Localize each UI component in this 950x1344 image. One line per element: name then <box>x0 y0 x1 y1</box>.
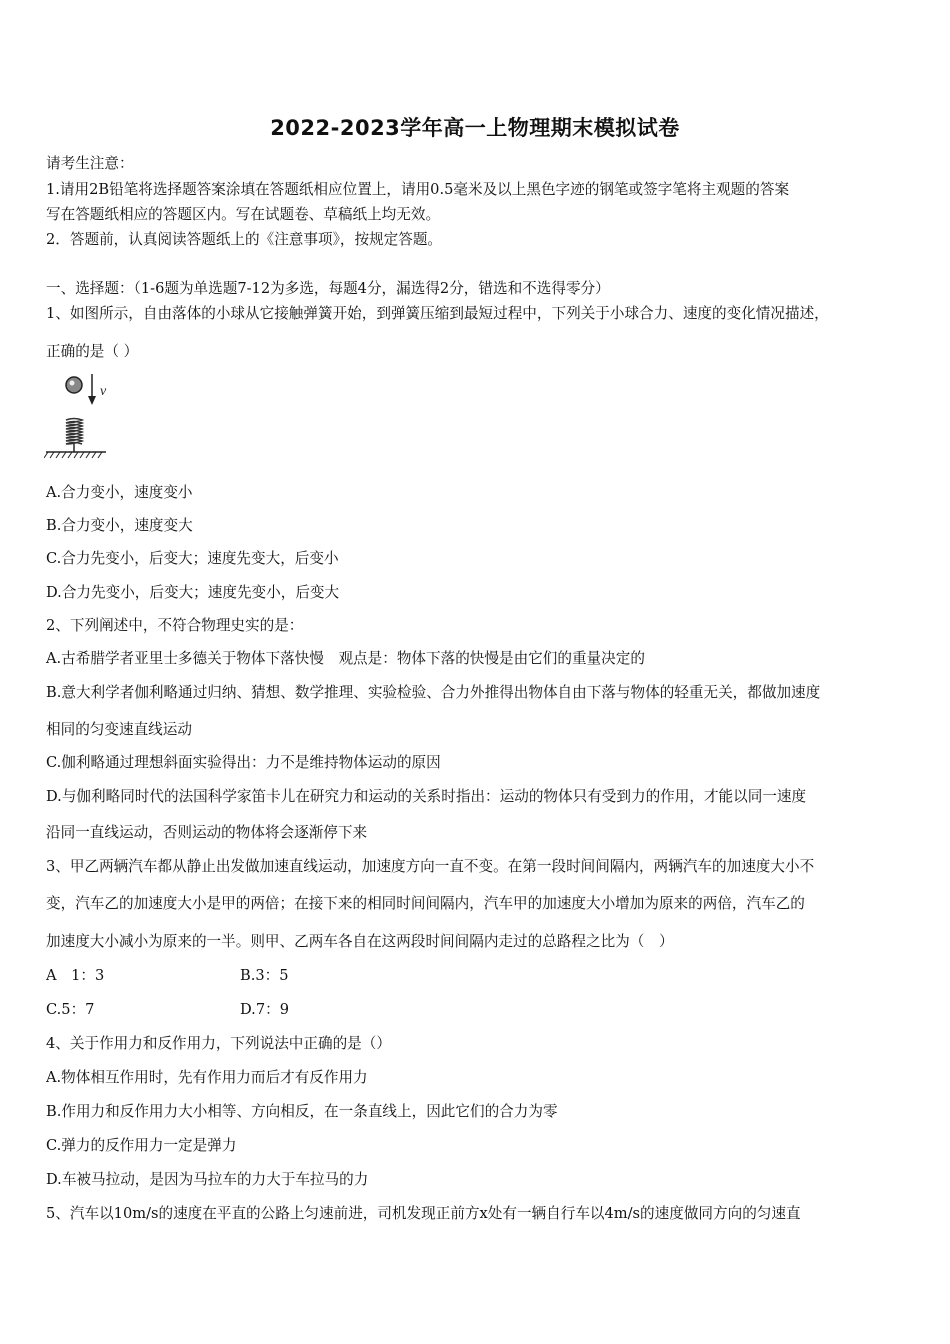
notice-line-2: 写在答题纸相应的答题区内。写在试题卷、草稿纸上均无效。 <box>46 206 441 223</box>
page-title: 2022-2023学年高一上物理期末模拟试卷 <box>270 116 680 140</box>
q1-option-b: B.合力变小，速度变大 <box>46 517 193 534</box>
q4-option-a: A.物体相互作用时，先有作用力而后才有反作用力 <box>46 1069 368 1086</box>
q2-stem: 2、下列阐述中，不符合物理史实的是： <box>46 617 304 634</box>
q4-option-c: C.弹力的反作用力一定是弹力 <box>46 1137 237 1154</box>
spring-icon <box>66 419 82 453</box>
q3-option-c: C.5：7 <box>46 1001 95 1018</box>
ball-icon <box>66 377 82 393</box>
q5-stem-line-1: 5、汽车以10m/s的速度在平直的公路上匀速前进，司机发现正前方x处有一辆自行车以4m/s的速度做同方向的匀速直 <box>46 1205 801 1222</box>
q4-stem: 4、关于作用力和反作用力，下列说法中正确的是（） <box>46 1035 391 1052</box>
notice-line-1: 1.请用2B铅笔将选择题答案涂填在答题纸相应位置上，请用0.5毫米及以上黑色字迹的钢笔或签字笔将主观题的答案 <box>46 181 790 198</box>
q3-option-a: A 1：3 <box>46 967 105 984</box>
q2-option-b-line-2: 相同的匀变速直线运动 <box>46 721 192 738</box>
q1-option-a: A.合力变小，速度变小 <box>46 484 193 501</box>
q1-option-c: C.合力先变小，后变大；速度先变大，后变小 <box>46 550 339 567</box>
q2-option-d-line-1: D.与伽利略同时代的法国科学家笛卡儿在研究力和运动的关系时指出：运动的物体只有受到力的作用，才能以同一速度 <box>46 788 807 805</box>
q2-option-a: A.古希腊学者亚里士多德关于物体下落快慢 观点是：物体下落的快慢是由它们的重量决定的 <box>46 650 645 667</box>
q3-stem-line-3: 加速度大小减小为原来的一半。则甲、乙两车各自在这两段时间间隔内走过的总路程之比为（ ） <box>46 933 674 950</box>
q1-stem-line-1: 1、如图所示，自由落体的小球从它接触弹簧开始，到弹簧压缩到最短过程中，下列关于小球合力、速度的变化情况描述， <box>46 305 829 322</box>
q2-option-b-line-1: B.意大利学者伽利略通过归纳、猜想、数学推理、实验检验、合力外推得出物体自由下落与物体的轻重无关，都做加速度 <box>46 684 821 701</box>
velocity-label: v <box>100 384 107 399</box>
notice-line-3: 2．答题前，认真阅读答题纸上的《注意事项》，按规定答题。 <box>46 231 443 248</box>
q1-stem-line-2: 正确的是（ ） <box>46 343 139 360</box>
q3-option-d: D.7：9 <box>240 1001 289 1018</box>
q3-stem-line-1: 3、甲乙两辆汽车都从静止出发做加速直线运动，加速度方向一直不变。在第一段时间间隔内，两辆汽车的加速度大小不 <box>46 858 815 875</box>
q3-option-b: B.3：5 <box>240 967 289 984</box>
q4-option-b: B.作用力和反作用力大小相等、方向相反，在一条直线上，因此它们的合力为零 <box>46 1103 558 1120</box>
q4-option-d: D.车被马拉动，是因为马拉车的力大于车拉马的力 <box>46 1171 369 1188</box>
spring-ball-illustration <box>44 370 124 465</box>
notice-heading: 请考生注意： <box>46 155 134 172</box>
q2-option-d-line-2: 沿同一直线运动，否则运动的物体将会逐渐停下来 <box>46 824 368 841</box>
q3-stem-line-2: 变，汽车乙的加速度大小是甲的两倍；在接下来的相同时间间隔内，汽车甲的加速度大小增加为原来的两倍，汽车乙的 <box>46 895 805 912</box>
section-heading: 一、选择题：（1-6题为单选题7-12为多选，每题4分，漏选得2分，错选和不选得零分） <box>46 280 610 297</box>
q1-option-d: D.合力先变小，后变大；速度先变小，后变大 <box>46 584 340 601</box>
q2-option-c: C.伽利略通过理想斜面实验得出：力不是维持物体运动的原因 <box>46 754 441 771</box>
spring-ball-figure <box>44 370 124 465</box>
